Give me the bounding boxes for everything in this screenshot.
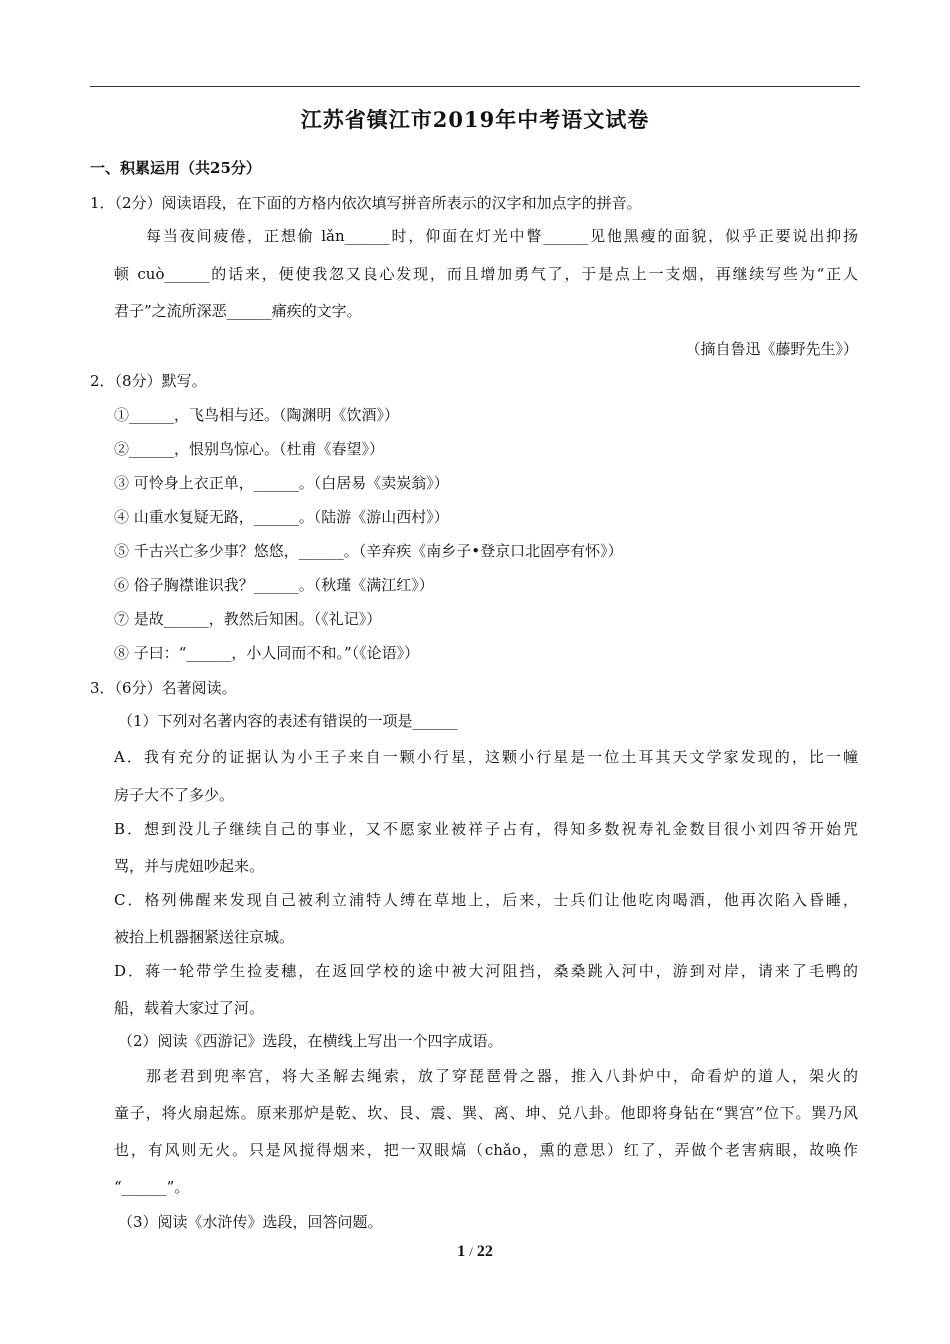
question-3-stem: 3．（6分）名著阅读。 <box>90 679 237 697</box>
q3-excerpt-line-4: “______”。 <box>114 1178 190 1196</box>
q2-item: ④ 山重水复疑无路，______。（陆游《游山西村》） <box>114 508 449 526</box>
q3-excerpt-line-2: 童子，将火扇起炼。原来那炉是乾、坎、艮、震、巽、离、坤、兑八卦。他即将身钻在“巽宫”位下。巽乃风 <box>114 1104 858 1122</box>
q3-sub-3: （3）阅读《水浒传》选段，回答问题。 <box>118 1213 383 1231</box>
q2-item: ⑤ 千古兴亡多少事？悠悠，______。（辛弃疾《南乡子•登京口北固亭有怀》） <box>114 542 623 560</box>
q3-option-b: B．想到没儿子继续自己的事业，又不愿家业被祥子占有，得知多数祝寿礼金数目很小刘四爷开始咒 <box>114 820 858 838</box>
q1-passage-line-3: 君子”之流所深恶______痛疾的文字。 <box>114 302 362 320</box>
q1-passage-line-1: 每当夜间疲倦，正想偷 lǎn______时，仰面在灯光中瞥______见他黑瘦的面貌，似乎正要说出抑扬 <box>146 227 858 245</box>
q3-option-b-cont: 骂，并与虎妞吵起来。 <box>114 857 265 875</box>
q2-item: ②______，恨别鸟惊心。（杜甫《春望》） <box>114 440 385 458</box>
page-title: 江苏省镇江市2019年中考语文试卷 <box>300 107 650 132</box>
q3-sub-2: （2）阅读《西游记》选段，在横线上写出一个四字成语。 <box>118 1032 503 1050</box>
q3-option-a-cont: 房子大不了多少。 <box>114 786 235 804</box>
page-number <box>0 1243 950 1261</box>
q3-excerpt-line-1: 那老君到兜率宫，将大圣解去绳索，放了穿琵琶骨之器，推入八卦炉中，命看炉的道人，架火的 <box>146 1067 858 1085</box>
q2-item: ①______，飞鸟相与还。（陶渊明《饮酒》） <box>114 406 400 424</box>
q3-option-d: D．蒋一轮带学生捡麦穗，在返回学校的途中被大河阻挡，桑桑跳入河中，游到对岸，请来了毛鸭的 <box>114 962 858 980</box>
q1-passage-line-2: 顿 cuò______的话来，便使我忽又良心发现，而且增加勇气了，于是点上一支烟，再继续写些为“正人 <box>114 265 858 283</box>
q2-item: ③ 可怜身上衣正单，______。（白居易《卖炭翁》） <box>114 474 449 492</box>
q3-option-a: A．我有充分的证据认为小王子来自一颗小行星，这颗小行星是一位土耳其天文学家发现的，比一幢 <box>114 748 858 766</box>
q1-source: （摘自鲁迅《藤野先生》） <box>685 340 858 358</box>
q2-item: ⑧ 子曰：“______，小人同而不和。”（《论语》） <box>114 644 420 662</box>
q3-option-d-cont: 船，载着大家过了河。 <box>114 999 265 1017</box>
page-current: 1 <box>457 1243 466 1260</box>
q3-option-c-cont: 被抬上机器捆紧送往京城。 <box>114 928 295 946</box>
q2-item: ⑥ 俗子胸襟谁识我？______。（秋瑾《满江红》） <box>114 576 434 594</box>
section-heading: 一、积累运用（共25分） <box>90 159 261 177</box>
question-2-stem: 2．（8分）默写。 <box>90 372 207 390</box>
question-1-stem: 1．（2分）阅读语段，在下面的方格内依次填写拼音所表示的汉字和加点字的拼音。 <box>90 194 642 212</box>
q3-excerpt-line-3: 也，有风则无火。只是风搅得烟来，把一双眼熇（chǎo，熏的意思）红了，弄做个老害病眼，故唤作 <box>114 1141 858 1159</box>
q2-item: ⑦ 是故______，教然后知困。（《礼记》） <box>114 610 382 628</box>
page-total: 22 <box>476 1243 493 1260</box>
page-separator: / <box>469 1244 473 1259</box>
q3-sub-1: （1）下列对名著内容的表述有错误的一项是______ <box>118 712 458 730</box>
q3-option-c: C．格列佛醒来发现自己被利立浦特人缚在草地上，后来，士兵们让他吃肉喝酒，他再次陷入昏睡， <box>114 891 858 909</box>
header-rule <box>90 86 860 87</box>
